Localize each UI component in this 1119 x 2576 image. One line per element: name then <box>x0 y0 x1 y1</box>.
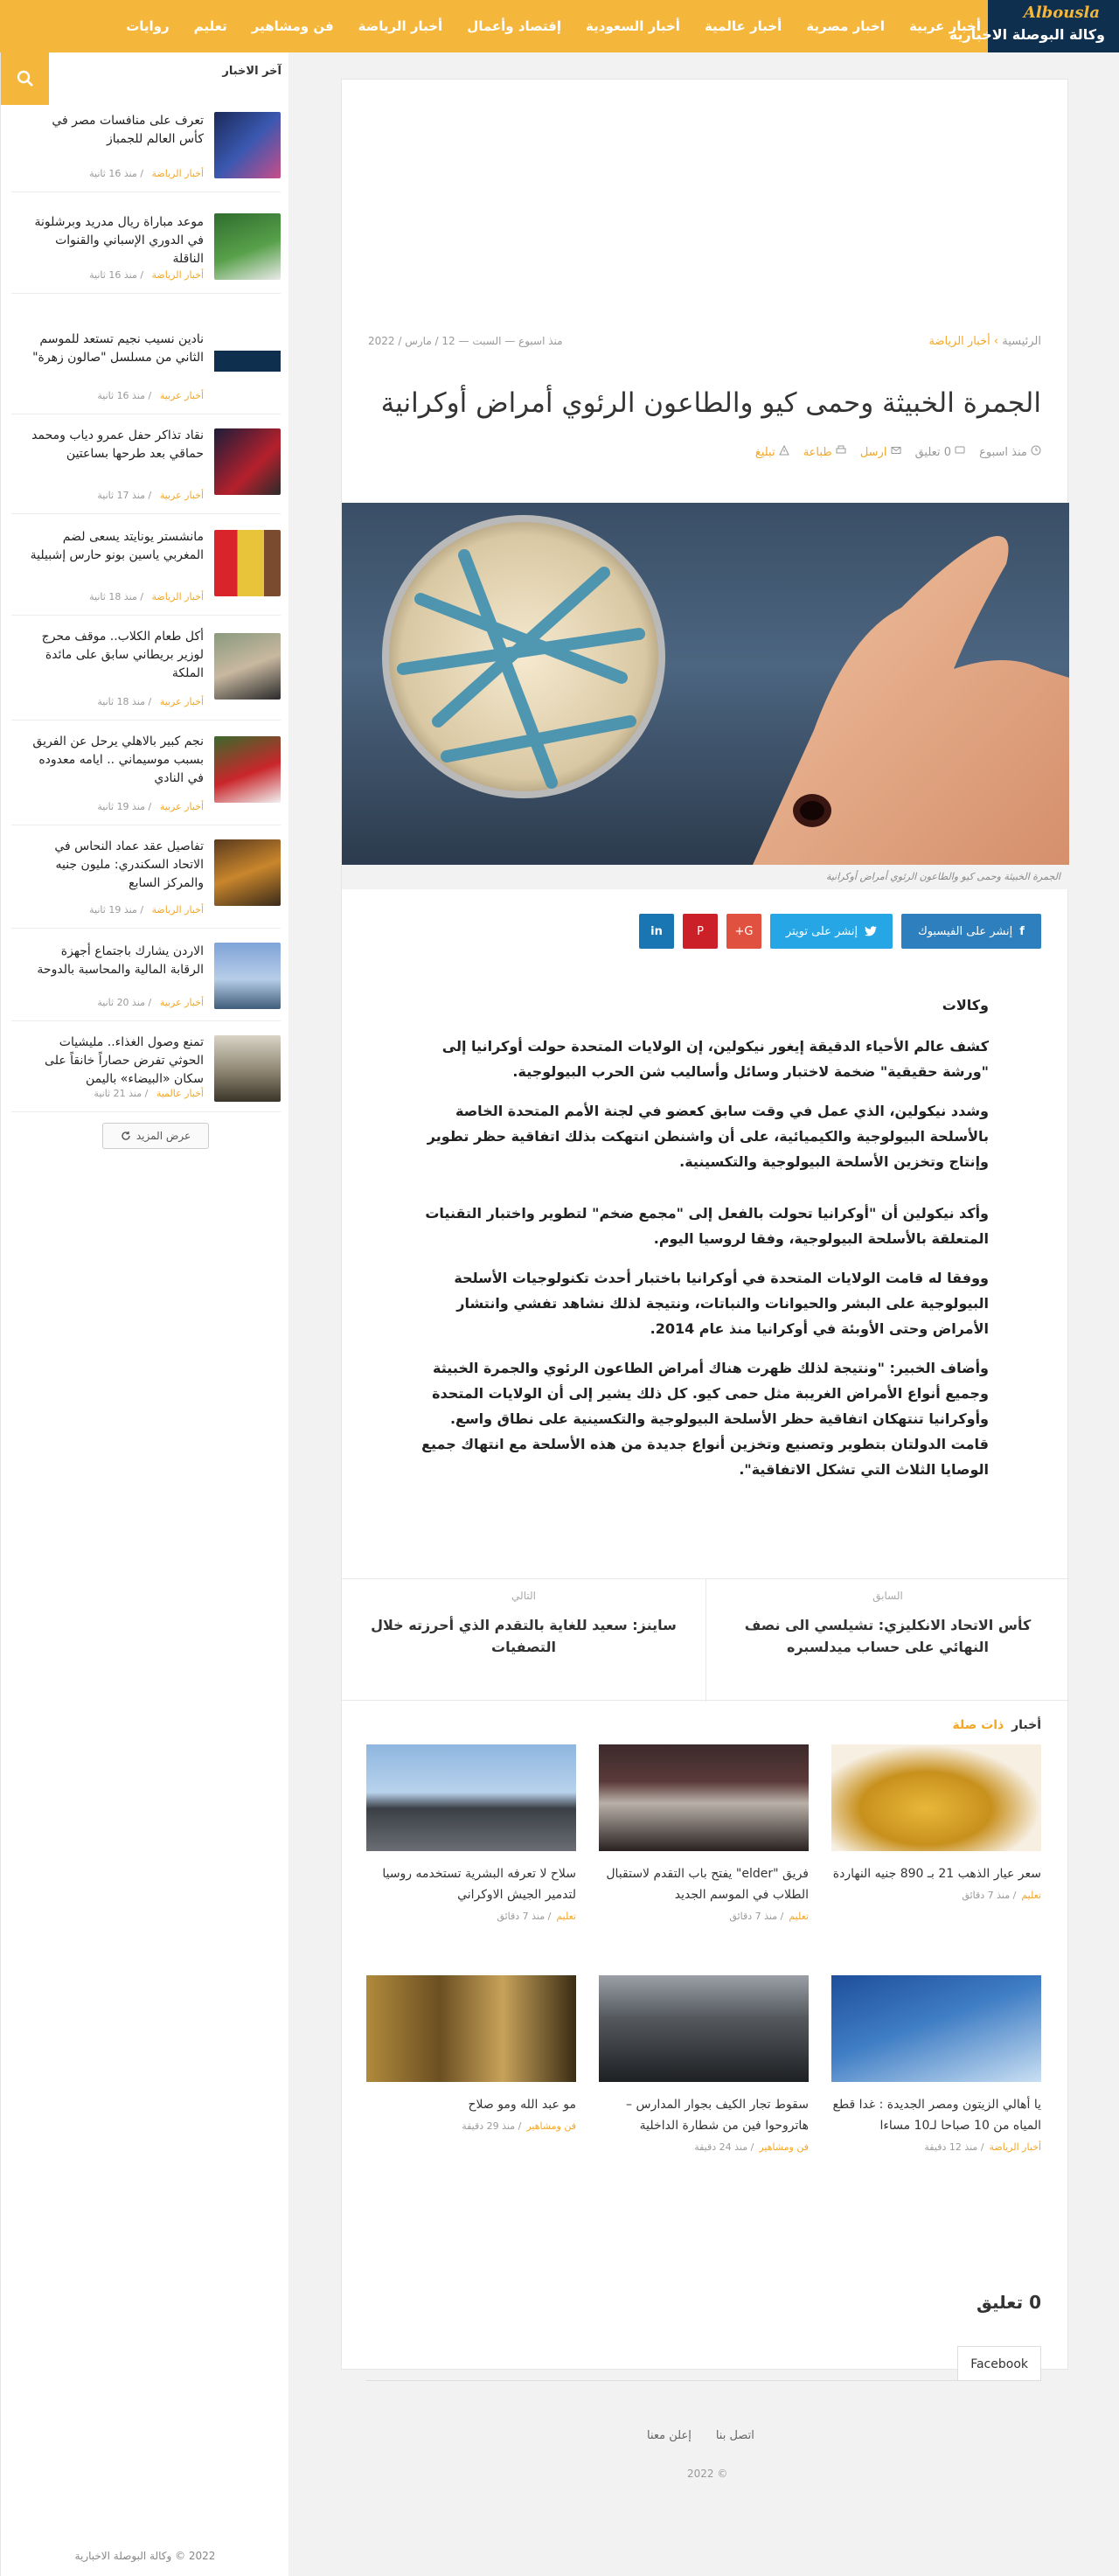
meta-time-label: منذ اسبوع <box>979 446 1027 459</box>
related-meta: تعليم/ منذ 7 دقائق <box>962 1890 1041 1901</box>
article-paragraph: ووفقا له قامت الولايات المتحدة في أوكرانيا باختبار أحدث تكنولوجيات الأسلحة البيولوجية على البشر والحيوانات والنباتات، ونتيجة لذلك نشاهد تفشي وانتشار الأمراض وحتى الأوبئة في أوكرانيا منذ عام 2014. <box>454 1270 989 1337</box>
related-time: منذ 24 دقيقة <box>694 2141 748 2153</box>
article-paragraph: كشف عالم الأحياء الدقيقة إيغور نيكولين، إن الولايات المتحدة حولت أوكرانيا إلى "ورشة حقيقية" ضخمة لاختبار وسائل وأساليب شن الحرب البيولوجية. <box>441 1038 989 1080</box>
news-title[interactable]: نجم كبير بالاهلي يرحل عن الفريق بسبب موسيماني .. ايامه معدوده في النادي <box>32 735 204 785</box>
news-title[interactable]: نقاد تذاكر حفل عمرو دياب ومحمد حماقي بعد طرحها بساعتين <box>31 428 204 461</box>
meta-time <box>979 445 1041 459</box>
sidebar-news-item[interactable] <box>11 516 281 616</box>
refresh-icon <box>121 1131 131 1141</box>
googleplus-icon: G+ <box>734 924 754 938</box>
search-icon <box>17 70 34 87</box>
nav-world-news[interactable]: أخبار عالمية <box>704 18 782 34</box>
sidebar-news-item[interactable] <box>11 722 281 825</box>
article-body <box>419 992 989 1496</box>
share-pinterest-button[interactable] <box>683 914 718 949</box>
related-meta: أخبار الرياضة/ منذ 12 دقيقة <box>924 2141 1041 2153</box>
sidebar-title: آخر الاخبار <box>222 65 281 78</box>
share-facebook-label: إنشر على الفيسبوك <box>918 924 1013 938</box>
news-thumbnail[interactable] <box>214 530 281 596</box>
comments-heading: 0 تعليق <box>976 2292 1041 2313</box>
news-category[interactable]: أخبار الرياضة <box>151 269 204 281</box>
nav-novels[interactable]: روايات <box>126 18 170 34</box>
news-title[interactable]: تعرف على منافسات مصر في كأس العالم للجمباز <box>52 114 204 146</box>
news-category[interactable]: أخبار الرياضة <box>151 591 204 602</box>
post-meta <box>755 445 1041 459</box>
news-category[interactable]: أخبار عربية <box>159 997 204 1008</box>
share-twitter-button[interactable] <box>770 914 893 949</box>
news-category[interactable]: أخبار الرياضة <box>151 168 204 179</box>
related-category[interactable]: تعليم <box>789 1911 809 1922</box>
breadcrumb-sep: › <box>990 335 999 348</box>
related-meta: فن ومشاهير/ منذ 24 دقيقة <box>694 2141 809 2153</box>
meta-report[interactable] <box>755 445 789 459</box>
related-meta: تعليم/ منذ 7 دقائق <box>497 1911 576 1922</box>
meta-send-label: ارسل <box>859 446 887 459</box>
related-card[interactable] <box>366 1744 576 1922</box>
related-title[interactable]: سلاح لا تعرفه البشرية تستخدمه روسيا لتدمير الجيش الاوكراني <box>382 1867 576 1902</box>
article-title: الجمرة الخبيثة وحمى كيو والطاعون الرئوي أمراض أوكرانية <box>380 387 1041 419</box>
load-more-button[interactable] <box>102 1123 209 1149</box>
related-thumbnail[interactable] <box>599 1744 809 1851</box>
related-title[interactable]: فريق "elder" يفتح باب التقدم لاستقبال الطلاب في الموسم الجديد <box>606 1867 809 1902</box>
meta-print-label: طباعة <box>803 446 832 459</box>
image-caption: الجمرة الخبيثة وحمى كيو والطاعون الرئوي أمراض أوكرانية <box>342 865 1069 889</box>
news-thumbnail[interactable] <box>214 839 281 906</box>
related-time: منذ 7 دقائق <box>497 1911 546 1922</box>
news-title[interactable]: موعد مباراة ريال مدريد وبرشلونة في الدوري الإسباني والقنوات الناقلة <box>34 215 204 266</box>
related-time: منذ 7 دقائق <box>962 1890 1011 1901</box>
footer-advertise-link[interactable]: إعلن معنا <box>647 2429 692 2442</box>
news-title[interactable]: تمنع وصول الغذاء.. مليشيات الحوثي تفرض حصاراً خانقاً على سكان «البيضاء» باليمن <box>45 1035 204 1086</box>
footer-links <box>647 2429 754 2442</box>
news-category[interactable]: أخبار عربية <box>159 801 204 812</box>
top-nav-bar <box>0 0 1119 52</box>
related-time: منذ 29 دقيقة <box>462 2120 516 2132</box>
news-meta: أخبار عربية / منذ 16 ثانية <box>97 390 204 401</box>
share-linkedin-button[interactable] <box>639 914 674 949</box>
related-thumbnail[interactable] <box>366 1975 576 2082</box>
news-meta: أخبار الرياضة / منذ 16 ثانية <box>89 269 204 281</box>
sidebar-news-item[interactable] <box>11 827 281 929</box>
article-card <box>341 79 1068 2370</box>
news-time: منذ 18 ثانية <box>89 591 137 602</box>
related-card[interactable] <box>599 1975 809 2153</box>
related-title[interactable]: مو عبد الله ومو صلاح <box>468 2098 576 2112</box>
related-thumbnail[interactable] <box>831 1975 1041 2082</box>
news-category[interactable]: أخبار عالمية <box>156 1088 204 1099</box>
latest-news-sidebar <box>0 52 288 2576</box>
comments-divider <box>366 2380 1041 2381</box>
related-card[interactable] <box>599 1744 809 1922</box>
logo-arabic: وكالة البوصلة الاخبارية <box>949 26 1105 43</box>
post-date: منذ اسبوع — السبت — 12 / مارس / 2022 <box>368 335 563 347</box>
sidebar-news-item[interactable] <box>11 617 281 721</box>
article-source: وكالات <box>942 997 989 1013</box>
prev-label: السابق <box>872 1590 903 1602</box>
nav-egypt-news[interactable]: اخبار مصرية <box>806 18 885 34</box>
related-title[interactable]: سقوط تجار الكيف بجوار المدارس – هاتروحوا فين من شطارة الداخلية <box>626 2098 809 2133</box>
news-meta: أخبار عربية / منذ 19 ثانية <box>97 801 204 812</box>
news-thumbnail[interactable] <box>214 331 281 397</box>
news-title[interactable]: تفاصيل عقد عماد النحاس في الاتحاد السكندري: مليون جنيه والمركز السابع <box>54 839 204 890</box>
news-thumbnail[interactable] <box>214 736 281 803</box>
next-post-link[interactable] <box>342 1579 705 1702</box>
related-thumbnail[interactable] <box>599 1975 809 2082</box>
share-twitter-label: إنشر على تويتر <box>785 924 858 938</box>
prev-post-link[interactable] <box>705 1579 1069 1702</box>
share-googleplus-button[interactable] <box>726 914 761 949</box>
meta-send[interactable] <box>860 445 901 459</box>
news-meta: أخبار عربية / منذ 20 ثانية <box>97 997 204 1008</box>
news-time: منذ 16 ثانية <box>89 168 137 179</box>
sidebar-news-item[interactable] <box>11 1023 281 1112</box>
related-meta: فن ومشاهير/ منذ 29 دقيقة <box>462 2120 576 2132</box>
twitter-icon <box>865 926 877 936</box>
news-thumbnail[interactable] <box>214 428 281 495</box>
article-paragraph: وأكد نيكولين أن "أوكرانيا تحولت بالفعل إلى "مجمع ضخم" لتطوير واختبار التقنيات المتعلقة بالأسلحة البيولوجية، وفقا لروسيا اليوم. <box>425 1205 989 1247</box>
news-thumbnail[interactable] <box>214 213 281 280</box>
news-time: منذ 19 ثانية <box>97 801 146 812</box>
clock-icon <box>1031 445 1041 456</box>
related-time: منذ 12 دقيقة <box>924 2141 978 2153</box>
news-time: منذ 16 ثانية <box>97 390 146 401</box>
next-label: التالي <box>511 1590 536 1602</box>
news-title[interactable]: أكل طعام الكلاب.. موقف محرج لوزير بريطاني سابق على مائدة الملكة <box>41 630 204 680</box>
news-title[interactable]: الاردن يشارك باجتماع أجهزة الرقابة المالية والمحاسبة بالدوحة <box>37 944 204 977</box>
nav-education[interactable]: تعليم <box>193 18 227 34</box>
logo-latin: Albousla <box>1023 3 1100 22</box>
related-card[interactable] <box>831 1744 1041 1901</box>
related-category[interactable]: فن ومشاهير <box>526 2120 576 2132</box>
news-category[interactable]: أخبار عربية <box>159 696 204 707</box>
footer-copyright: © 2022 <box>687 2468 728 2480</box>
news-time: منذ 17 ثانية <box>97 490 146 501</box>
related-thumbnail[interactable] <box>366 1744 576 1851</box>
news-meta: أخبار الرياضة / منذ 16 ثانية <box>89 168 204 179</box>
news-time: منذ 21 ثانية <box>94 1088 142 1099</box>
site-logo[interactable] <box>949 0 1119 52</box>
news-meta: أخبار الرياضة / منذ 19 ثانية <box>89 904 204 916</box>
sidebar-news-item[interactable] <box>11 206 281 294</box>
news-thumbnail[interactable] <box>214 633 281 700</box>
news-title[interactable]: مانشستر يونايتد يسعى لضم المغربي ياسين بونو حارس إشبيلية <box>30 530 204 562</box>
breadcrumb-home[interactable]: الرئيسية <box>1002 335 1041 348</box>
nav-celebrities[interactable]: فن ومشاهير <box>251 18 334 34</box>
breadcrumb-category[interactable]: أخبار الرياضة <box>928 335 990 348</box>
nav-sports[interactable]: أخبار الرياضة <box>358 18 443 34</box>
breadcrumb <box>928 335 1041 348</box>
related-thumbnail[interactable] <box>831 1744 1041 1851</box>
article-paragraph: وشدد نيكولين، الذي عمل في وقت سابق كعضو في لجنة الأمم المتحدة الخاصة بالأسلحة البيولوجية والكيميائية، على أن واشنطن انتهكت بذلك اتفاقية حظر تطوير وإنتاج وتخزين الأسلحة البيولوجية والتكسينية. <box>427 1103 989 1170</box>
nav-economy[interactable]: إقتصاد وأعمال <box>467 18 562 34</box>
facebook-icon: f <box>1019 924 1025 938</box>
pinterest-icon: P <box>697 924 704 938</box>
related-card[interactable] <box>366 1975 576 2132</box>
news-meta: أخبار عربية / منذ 17 ثانية <box>97 490 204 501</box>
news-category[interactable]: أخبار الرياضة <box>151 904 204 916</box>
related-heading-b: ذات صلة <box>952 1718 1004 1732</box>
meta-comments[interactable] <box>915 445 966 459</box>
comment-icon <box>955 445 965 456</box>
related-category[interactable]: تعليم <box>556 1911 576 1922</box>
article-hero-image <box>342 503 1069 865</box>
envelope-icon <box>891 445 901 456</box>
footer-contact-link[interactable]: اتصل بنا <box>715 2429 754 2442</box>
linkedin-icon: in <box>650 924 663 938</box>
related-category[interactable]: فن ومشاهير <box>759 2141 809 2153</box>
sidebar-news-item[interactable] <box>11 416 281 514</box>
news-category[interactable]: أخبار عربية <box>159 390 204 401</box>
news-time: منذ 20 ثانية <box>97 997 146 1008</box>
news-thumbnail[interactable] <box>214 943 281 1009</box>
related-time: منذ 7 دقائق <box>729 1911 778 1922</box>
post-navigation <box>342 1578 1069 1701</box>
news-time: منذ 16 ثانية <box>89 269 137 281</box>
news-meta: أخبار الرياضة / منذ 18 ثانية <box>89 591 204 602</box>
more-label: عرض المزيد <box>136 1130 191 1142</box>
sidebar-news-item[interactable] <box>11 315 281 414</box>
related-category[interactable]: تعليم <box>1021 1890 1041 1901</box>
related-heading-a: أخبار <box>1011 1718 1041 1732</box>
news-time: منذ 18 ثانية <box>97 696 146 707</box>
news-time: منذ 19 ثانية <box>89 904 137 916</box>
share-facebook-button[interactable] <box>901 914 1041 949</box>
article-paragraph: وأضاف الخبير: "ونتيجة لذلك ظهرت هناك أمراض الطاعون الرئوي والجمرة الخبيثة وجميع أنواع الأمراض الغريبة مثل حمى كيو. كل ذلك يشير إلى أن الولايات المتحدة وأوكرانيا تنتهكان اتفاقية حظر الأسلحة البيولوجية والتكسينية على نطاق واسع. قامت الدولتان بتطوير وتصنيع وتخزين أنواع جديدة من هذه الأسلحة مع انتهاك جميع الوصايا الثلاث التي تشكل الاتفاقية". <box>421 1360 989 1478</box>
news-meta: أخبار عربية / منذ 18 ثانية <box>97 696 204 707</box>
news-thumbnail[interactable] <box>214 1035 281 1102</box>
search-button[interactable] <box>1 52 49 105</box>
related-category[interactable]: أخبار الرياضة <box>989 2141 1041 2153</box>
news-title[interactable]: نادين نسيب نجيم تستعد للموسم الثاني من مسلسل "صالون زهرة" <box>32 332 204 365</box>
sidebar-news-item[interactable] <box>11 930 281 1021</box>
news-meta: أخبار عالمية / منذ 21 ثانية <box>94 1088 204 1099</box>
next-title[interactable]: ساينز: سعيد للغاية بالتقدم الذي أحرزته خلال التصفيات <box>371 1617 677 1655</box>
news-thumbnail[interactable] <box>214 112 281 178</box>
meta-report-label: تبليغ <box>754 446 775 459</box>
sidebar-news-item[interactable] <box>11 105 281 192</box>
hero-illustration <box>342 503 1069 865</box>
share-bar <box>639 914 1041 949</box>
meta-print[interactable] <box>803 445 846 459</box>
sidebar-copyright: 2022 © وكالة البوصلة الاخبارية <box>74 2550 216 2562</box>
related-title[interactable]: يا أهالي الزيتون ومصر الجديدة : غدا قطع المياه من 10 صباحا لـ10 مساءا <box>832 2098 1041 2133</box>
warning-icon <box>779 445 789 456</box>
meta-comments-label: 0 تعليق <box>914 446 951 459</box>
related-title[interactable]: سعر عيار الذهب 21 بـ 890 جنيه النهاردة <box>832 1867 1041 1881</box>
related-heading <box>953 1718 1041 1732</box>
nav-arab-news[interactable]: أخبار عربية <box>909 18 981 34</box>
related-card[interactable] <box>831 1975 1041 2153</box>
print-icon <box>836 445 846 456</box>
news-category[interactable]: أخبار عربية <box>159 490 204 501</box>
facebook-comments-tab[interactable]: Facebook <box>957 2346 1041 2381</box>
prev-title[interactable]: كأس الاتحاد الانكليزي: تشيلسي الى نصف النهائي على حساب ميدلسبره <box>744 1617 1032 1655</box>
main-nav <box>126 0 981 52</box>
related-meta: تعليم/ منذ 7 دقائق <box>729 1911 809 1922</box>
nav-saudi-news[interactable]: أخبار السعودية <box>586 18 680 34</box>
